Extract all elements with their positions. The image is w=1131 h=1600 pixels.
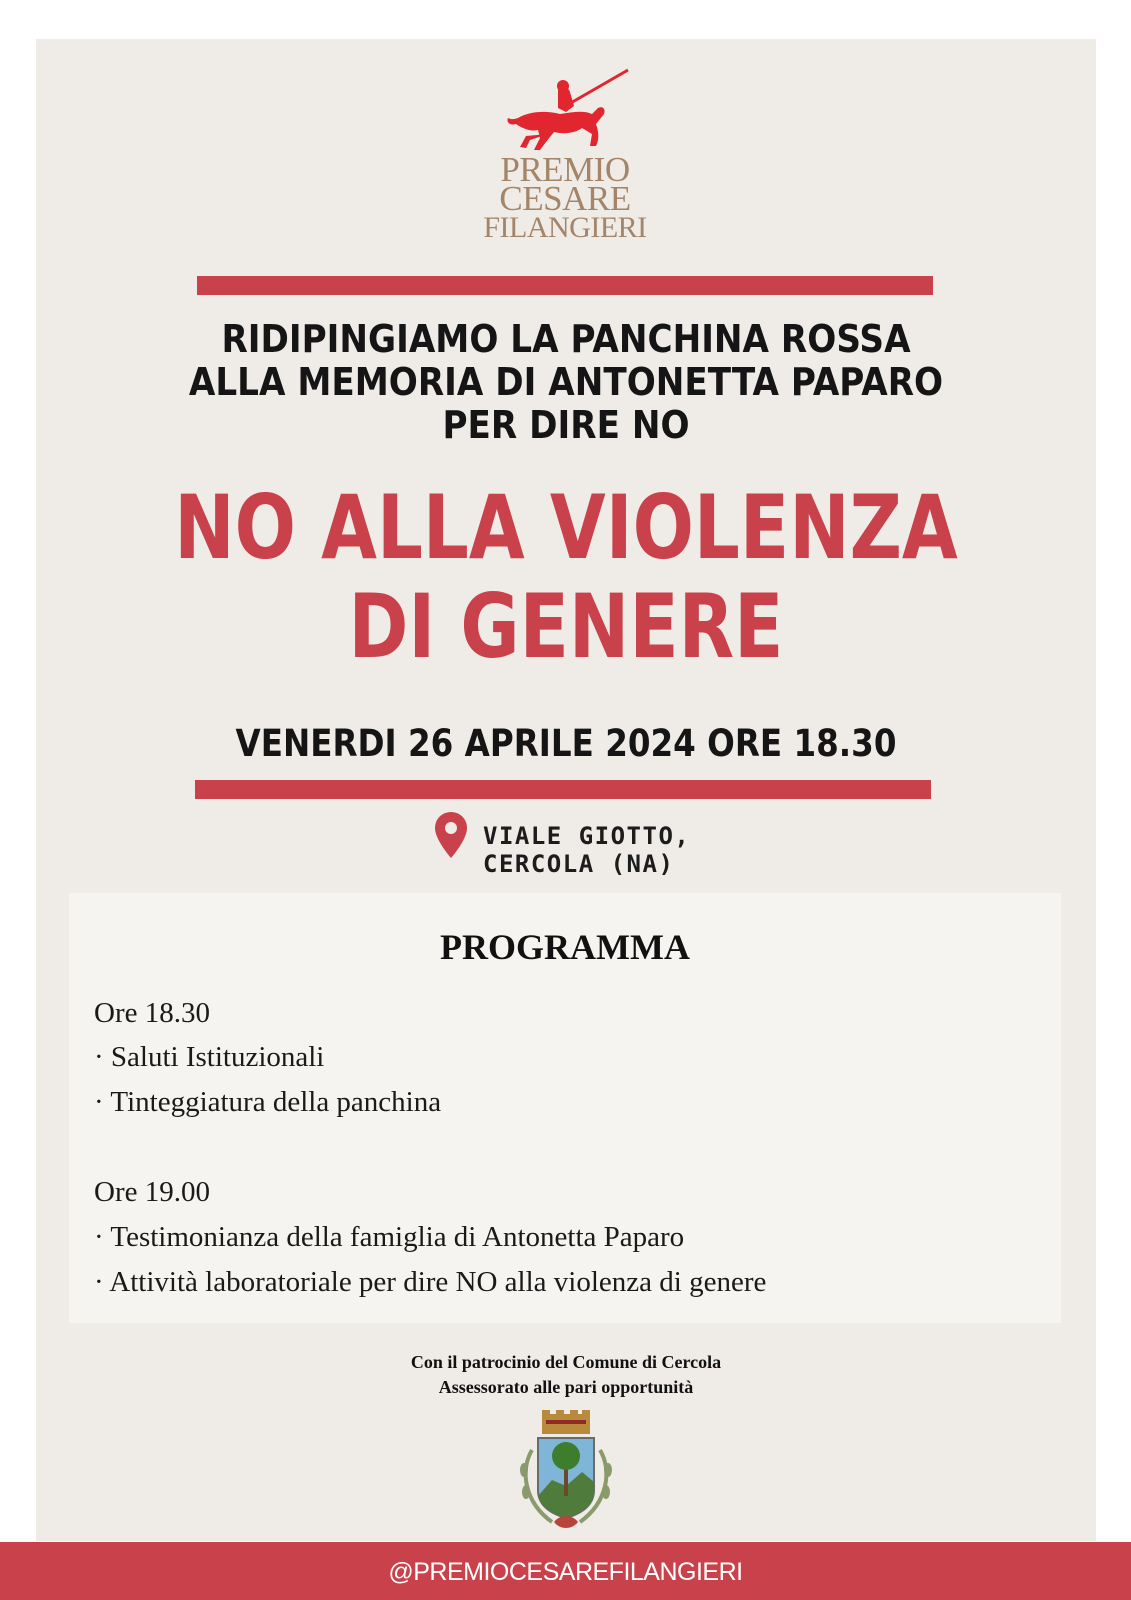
- logo-line-premio: PREMIO: [500, 150, 630, 189]
- program-item: · Tinteggiatura della panchina: [94, 1086, 442, 1118]
- footer-bar: [0, 1542, 1131, 1600]
- subtitle-line: ALLA MEMORIA DI ANTONETTA PAPARO: [188, 360, 944, 404]
- logo-line-cesare: CESARE: [499, 179, 631, 218]
- red-knight-on-horse-icon: [500, 68, 630, 153]
- logo-line-filangieri: FILANGIERI: [483, 211, 647, 244]
- event-subtitle: [89, 318, 1043, 447]
- subtitle-line: PER DIRE NO: [442, 403, 690, 447]
- event-datetime: VENERDI 26 APRILE 2024 ORE 18.30: [235, 722, 897, 765]
- event-headline: [131, 478, 1000, 676]
- location-line-city: CERCOLA (NA): [483, 850, 675, 878]
- map-pin-icon: [435, 812, 467, 858]
- program-time-1: Ore 18.30: [94, 997, 210, 1029]
- cercola-coat-of-arms-icon: [512, 1410, 620, 1536]
- top-divider: [197, 276, 933, 295]
- social-handle[interactable]: @PREMIOCESAREFILANGIERI: [388, 1558, 743, 1586]
- patronage-line: Con il patrocinio del Comune di Cercola: [410, 1352, 722, 1372]
- program-item: · Attività laboratoriale per dire NO alla violenza di genere: [94, 1266, 767, 1298]
- program-item: · Testimonianza della famiglia di Antonetta Paparo: [94, 1221, 685, 1253]
- bottom-divider: [195, 780, 931, 799]
- program-item: · Saluti Istituzionali: [94, 1041, 325, 1073]
- patronage-note: [36, 1350, 1096, 1400]
- location-text: [483, 822, 690, 878]
- patronage-line: Assessorato alle pari opportunità: [438, 1377, 694, 1397]
- location-line-street: VIALE GIOTTO,: [483, 822, 691, 850]
- headline-line: NO ALLA VIOLENZA: [174, 476, 958, 579]
- premio-logo: [480, 68, 650, 248]
- logo-wordmark: [480, 150, 650, 244]
- subtitle-line: RIDIPINGIAMO LA PANCHINA ROSSA: [221, 317, 911, 361]
- headline-line: DI GENERE: [348, 575, 784, 678]
- program-title: PROGRAMMA: [440, 927, 690, 967]
- program-box: [69, 893, 1061, 1323]
- program-time-2: Ore 19.00: [94, 1176, 210, 1208]
